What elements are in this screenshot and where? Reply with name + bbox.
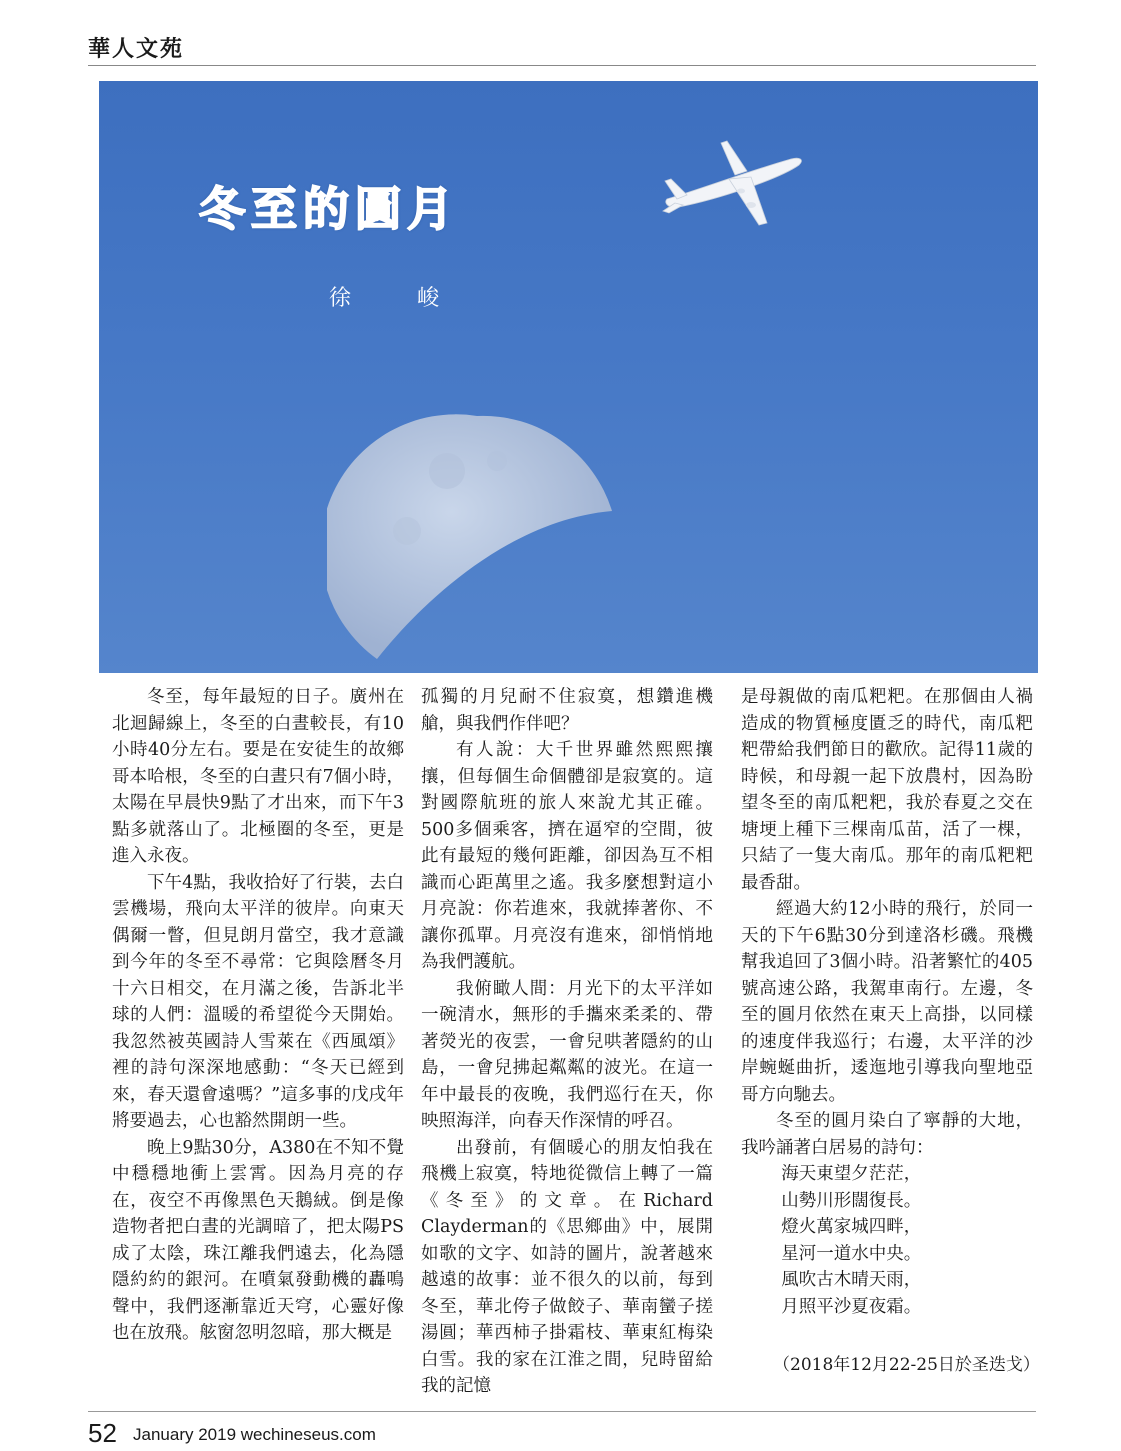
paragraph: 出發前，有個暖心的朋友怕我在飛機上寂寞，特地從微信上轉了一篇《冬至》的文章。在Richard Clayderman的《思鄉曲》中，展開如歌的文字、如詩的圖片，說著越來越遠的故事：並不很久的以前，每到冬至，華北侉子做餃子、華南蠻子搓湯圓；華西柿子掛霜枝、華東紅梅染白雪。我的家在江淮之間，兒時留給我的記憶: [421, 1137, 713, 1396]
paragraph: 下午4點，我收拾好了行裝，去白雲機場，飛向太平洋的彼岸。向東天偶爾一瞥，但見朗月當空，我才意識到今年的冬至不尋常：它與陰曆冬月十六日相交，在月滿之後，告訴北半球的人們：溫暖的希望從今天開始。我忽然被英國詩人雪萊在《西風頌》裡的詩句深深地感動：“冬天已經到來，春天還會遠嗎？”這多事的戊戌年將要過去，心也豁然開朗一些。: [112, 872, 404, 1131]
date-note: （2018年12月22-25日於圣迭戈）: [773, 1355, 1040, 1375]
author-name: 徐 峻: [329, 286, 462, 311]
paragraph: 孤獨的月兒耐不住寂寞，想鑽進機艙，與我們作伴吧？: [421, 687, 713, 734]
paragraph: 是母親做的南瓜粑粑。在那個由人禍造成的物質極度匱乏的時代，南瓜粑粑帶給我們節日的歡欣。記得11歲的時候，和母親一起下放農村，因為盼望冬至的南瓜粑粑，我於春夏之交在塘埂上種下三棵南瓜苗，活了一棵，只結了一隻大南瓜。那年的南瓜粑粑最香甜。: [741, 687, 1033, 893]
paragraph: 冬至的圓月染白了寧靜的大地，我吟誦著白居易的詩句：: [741, 1111, 1033, 1158]
poem-line: 海天東望夕茫茫，: [781, 1164, 922, 1184]
hero-image: [99, 81, 1038, 673]
paragraph: 我俯瞰人間：月光下的太平洋如一碗清水，無形的手攜來柔柔的、帶著熒光的夜雲，一會兒哄著隱約的山島，一會兒拂起粼粼的波光。在這一年中最長的夜晚，我們巡行在天，你映照海洋，向春天作深情的呼召。: [421, 978, 713, 1131]
poem-line: 月照平沙夏夜霜。: [781, 1296, 922, 1317]
article-title: 冬至的圓月: [199, 182, 459, 236]
section-title: 華人文苑: [88, 36, 185, 62]
article-column-1: [112, 684, 404, 1347]
paragraph: 有人說：大千世界雖然熙熙攘攘，但每個生命個體卻是寂寞的。這對國際航班的旅人來說尤其正確。500多個乘客，擠在逼窄的空間，彼此有最短的幾何距離，卻因為互不相識而心距萬里之遙。我多麼想對這小月亮說：你若進來，我就捧著你、不讓你孤單。月亮沒有進來，卻悄悄地為我們護航。: [421, 740, 713, 972]
poem-line: 星河一道水中央。: [781, 1243, 922, 1264]
footer-text: January 2019 wechineseus.com: [133, 1425, 376, 1444]
poem: [741, 1161, 1033, 1320]
paragraph: 經過大約12小時的飛行，於同一天的下午6點30分到達洛杉磯。飛機幫我追回了3個小時。沿著繁忙的405號高速公路，我駕車南行。左邊，冬至的圓月依然在東天上高掛，以同樣的速度伴我巡行；右邊，太平洋的沙岸蜿蜒曲折，逶迤地引導我向聖地亞哥方向馳去。: [741, 899, 1033, 1105]
poem-line: 燈火萬家城四畔，: [781, 1217, 922, 1237]
poem-line: 山勢川形闊復長。: [781, 1190, 922, 1211]
footer-rule: [88, 1411, 1036, 1412]
article-column-2: [421, 684, 713, 1400]
paragraph: 晚上9點30分，A380在不知不覺中穩穩地衝上雲霄。因為月亮的存在，夜空不再像黑色天鵝絨。倒是像造物者把白晝的光調暗了，把太陽PS成了太陰，珠江離我們遠去，化為隱隱約約的銀河。在噴氣發動機的轟鳴聲中，我們逐漸靠近天穹，心靈好像也在放飛。舷窗忽明忽暗，那大概是: [112, 1137, 404, 1343]
article-column-3: [741, 684, 1033, 1320]
paragraph: 冬至，每年最短的日子。廣州在北迴歸線上，冬至的白晝較長，有10小時40分左右。要是在安徒生的故鄉哥本哈根，冬至的白晝只有7個小時，太陽在早晨快9點了才出來，而下午3點多就落山了。北極圈的冬至，更是進入永夜。: [112, 687, 404, 866]
page-number: 52: [88, 1418, 117, 1448]
moon-icon: [327, 401, 627, 673]
airplane-icon: [659, 129, 809, 239]
header-rule: [88, 65, 1036, 66]
poem-line: 風吹古木晴天雨，: [781, 1270, 922, 1290]
